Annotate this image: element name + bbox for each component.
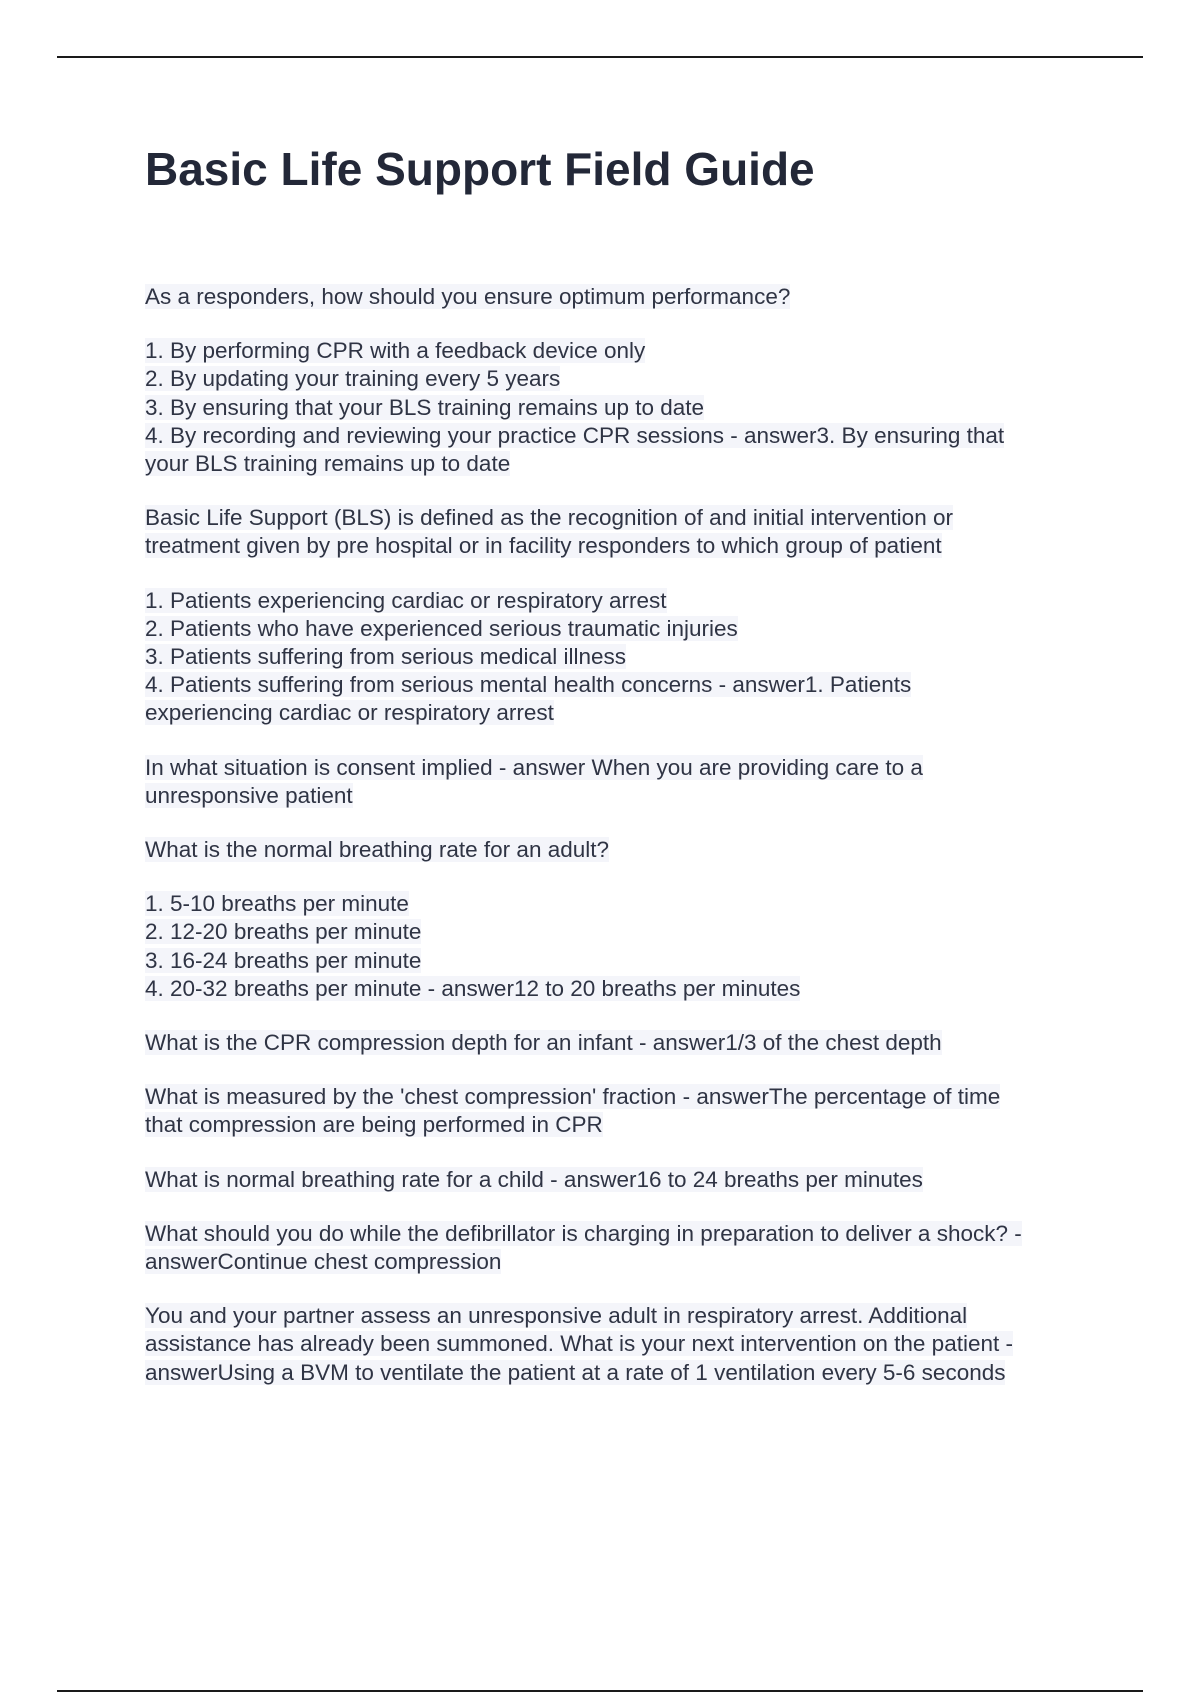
text-line: What is normal breathing rate for a child - answer16 to 24 breaths per minutes: [145, 1166, 923, 1192]
text-line: 4. Patients suffering from serious mental health concerns - answer1. Patients: [145, 672, 912, 698]
text-line: 1. 5-10 breaths per minute: [145, 891, 409, 917]
answer-options: [145, 890, 1095, 1003]
qa-block: [145, 283, 1095, 311]
answer-options: [145, 337, 1095, 478]
bottom-divider: [57, 1690, 1143, 1692]
text-line: 3. 16-24 breaths per minute: [145, 947, 422, 973]
text-line: your BLS training remains up to date: [145, 451, 511, 477]
text-line: answerContinue chest compression: [145, 1249, 502, 1275]
text-line: What is measured by the 'chest compression' fraction - answerThe percentage of time: [145, 1084, 1001, 1110]
qa-block: [145, 1029, 1095, 1057]
qa-block: [145, 504, 1095, 560]
text-line: Basic Life Support (BLS) is defined as the recognition of and initial intervention or: [145, 505, 953, 531]
text-line: What is the CPR compression depth for an infant - answer1/3 of the chest depth: [145, 1030, 942, 1056]
qa-block: [145, 754, 1095, 810]
text-line: 3. Patients suffering from serious medical illness: [145, 644, 627, 670]
qa-block: [145, 836, 1095, 864]
text-line: 3. By ensuring that your BLS training remains up to date: [145, 394, 705, 420]
text-line: 2. Patients who have experienced serious traumatic injuries: [145, 615, 738, 641]
text-line: 1. Patients experiencing cardiac or respiratory arrest: [145, 587, 667, 613]
text-line: assistance has already been summoned. What is your next intervention on the patient -: [145, 1331, 1013, 1357]
text-line: 4. 20-32 breaths per minute - answer12 to 20 breaths per minutes: [145, 975, 801, 1001]
text-line: experiencing cardiac or respiratory arrest: [145, 700, 554, 726]
answer-options: [145, 587, 1095, 728]
text-line: unresponsive patient: [145, 782, 353, 808]
text-line: 2. By updating your training every 5 years: [145, 366, 561, 392]
text-line: What should you do while the defibrillator is charging in preparation to deliver a shock? -: [145, 1220, 1022, 1246]
qa-block: [145, 1166, 1095, 1194]
text-line: that compression are being performed in CPR: [145, 1112, 603, 1138]
text-line: 2. 12-20 breaths per minute: [145, 919, 422, 945]
text-line: You and your partner assess an unresponsive adult in respiratory arrest. Additional: [145, 1303, 968, 1329]
qa-block: [145, 1302, 1095, 1387]
text-line: answerUsing a BVM to ventilate the patient at a rate of 1 ventilation every 5-6 seconds: [145, 1359, 1006, 1385]
text-line: 4. By recording and reviewing your practice CPR sessions - answer3. By ensuring that: [145, 422, 1005, 448]
qa-block: [145, 1220, 1095, 1276]
top-divider: [57, 56, 1143, 58]
qa-block: [145, 1083, 1095, 1139]
text-line: What is the normal breathing rate for an adult?: [145, 837, 610, 863]
text-line: 1. By performing CPR with a feedback device only: [145, 338, 646, 364]
page-title: Basic Life Support Field Guide: [145, 143, 815, 195]
text-line: treatment given by pre hospital or in facility responders to which group of patient: [145, 533, 942, 559]
text-line: In what situation is consent implied - answer When you are providing care to a: [145, 754, 923, 780]
document-body: [145, 283, 1095, 1413]
text-line: As a responders, how should you ensure optimum performance?: [145, 284, 791, 309]
